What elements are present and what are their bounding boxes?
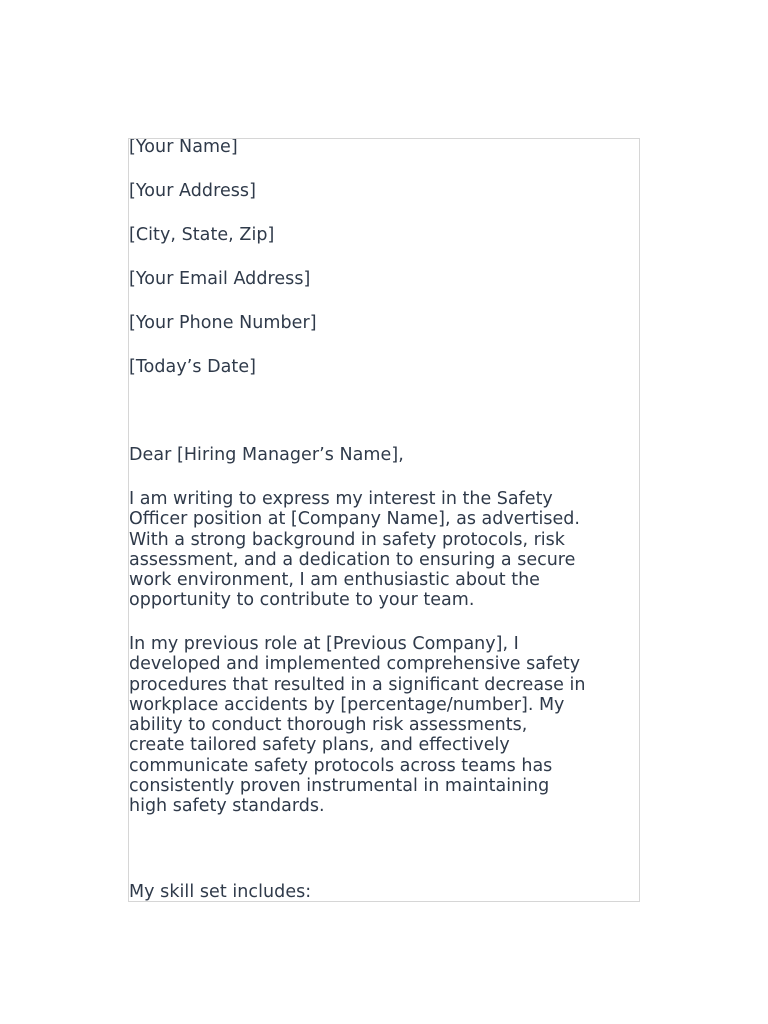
body-paragraph-1: I am writing to express my interest in the Safety Officer position at [Company Name], as advertised. With a strong background in safety protocols, risk assessment, and a dedication to ensuring a secure work environment, I am enthusiastic about the opportunity to contribute to your team. (129, 489, 580, 611)
letter-date: [Today’s Date] (129, 357, 257, 377)
skills-intro: My skill set includes: (129, 882, 312, 902)
body-paragraph-2: In my previous role at [Previous Company], I developed and implemented comprehensive safety procedures that resulted in a significant decrease in workplace accidents by [percentage/number]. My ability to conduct thorough risk assessments, create tailored safety plans, and effectively communicate safety protocols across teams has consistently proven instrumental in maintaining high safety standards. (129, 634, 586, 816)
sender-email: [Your Email Address] (129, 269, 311, 289)
salutation: Dear [Hiring Manager’s Name], (129, 445, 404, 465)
sender-phone: [Your Phone Number] (129, 313, 317, 333)
sender-name: [Your Name] (129, 138, 238, 157)
letter-page (128, 138, 640, 902)
sender-address: [Your Address] (129, 181, 256, 201)
sender-city-state-zip: [City, State, Zip] (129, 225, 275, 245)
